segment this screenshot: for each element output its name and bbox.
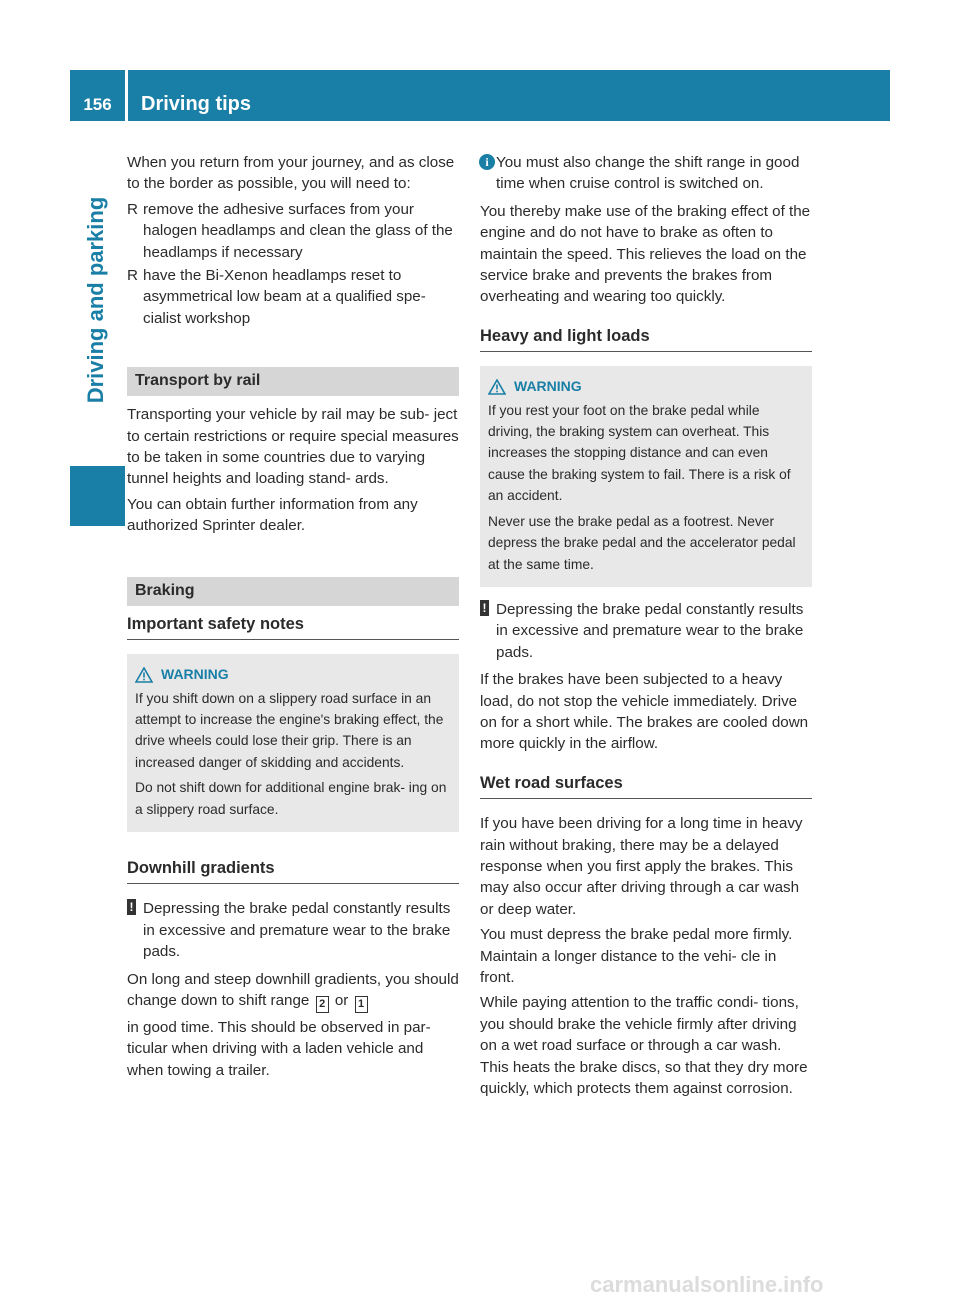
- section-heading-braking: Braking: [127, 577, 459, 606]
- page-number: 156: [83, 95, 112, 114]
- paragraph: You thereby make use of the braking effect of the engine and do not have to brake as often to maintain the speed. This relieves the load on the service brake and prevents the brakes from overheating and wearing too quickly.: [480, 202, 811, 306]
- section-title: Driving tips: [141, 93, 252, 115]
- shift-range-key-2: 2: [316, 996, 329, 1013]
- warning-header: WARNING: [135, 664, 451, 685]
- warning-triangle-icon: [488, 379, 506, 395]
- subheading-loads: Heavy and light loads: [480, 326, 812, 352]
- paragraph: If the brakes have been subjected to a heavy load, do not stop the vehicle immediately. Drive on for a short while. The brakes are cooled down more quickly in the airflow.: [480, 671, 809, 753]
- info-icon: i: [479, 154, 495, 170]
- caution-note: ! Depressing the brake pedal constantly results in excessive and premature wear to the brake pads.: [127, 898, 459, 962]
- bullet-marker: R: [127, 267, 138, 285]
- exclamation-icon: !: [127, 899, 136, 915]
- warning-text: Do not shift down for additional engine brak- ing on a slippery road surface.: [135, 780, 447, 817]
- paragraph: You must depress the brake pedal more firmly. Maintain a longer distance to the vehi- cle in front.: [480, 926, 793, 986]
- paragraph: You can obtain further information from any authorized Sprinter dealer.: [127, 495, 418, 535]
- paragraph: If you have been driving for a long time in heavy rain without braking, there may be a delayed response when you first apply the brakes. This may also occur after driving through a car wash or deep water.: [480, 815, 803, 918]
- chapter-side-marker: [70, 466, 125, 526]
- paragraph: in good time. This should be observed in par- ticular when driving with a laden vehicle and when towing a trailer.: [127, 1018, 431, 1079]
- left-column: [127, 152, 459, 1085]
- watermark: carmanualsonline.info: [590, 1272, 824, 1297]
- right-column: [480, 152, 812, 1103]
- paragraph: While paying attention to the traffic condi- tions, you should brake the vehicle firmly after driving on a wet road surface or through a car wash. This heats the brake discs, so that they dry more quickly, which protects them against corrosion.: [480, 994, 808, 1098]
- warning-text: Never use the brake pedal as a footrest. Never depress the brake pedal and the accelerator pedal at the same time.: [488, 513, 796, 572]
- subheading-safety: Important safety notes: [127, 614, 459, 640]
- warning-text: If you rest your foot on the brake pedal while driving, the braking system can overheat. This increases the stopping distance and can even cause the braking system to fail. There is a risk of an accident.: [488, 402, 791, 504]
- paragraph: Transporting your vehicle by rail may be sub- ject to certain restrictions or require special measures to be taken in some countries due to varying tunnel heights and loading stand- ards.: [127, 406, 459, 488]
- caution-note: ! Depressing the brake pedal constantly results in excessive and premature wear to the brake pads.: [480, 599, 812, 663]
- bullet-marker: R: [127, 200, 138, 218]
- warning-box: [480, 366, 812, 587]
- warning-header: WARNING: [488, 376, 804, 397]
- paragraph: On long and steep downhill gradients, you should change down to shift range 2 or 1: [127, 969, 459, 1013]
- warning-box: [127, 654, 459, 832]
- info-note: i You must also change the shift range in good time when cruise control is switched on.: [480, 152, 812, 195]
- intro-paragraph: When you return from your journey, and as close to the border as possible, you will need to:: [127, 154, 455, 193]
- subheading-downhill: Downhill gradients: [127, 858, 459, 884]
- list-item: R have the Bi-Xenon headlamps reset to asymmetrical low beam at a qualified spe- cialist workshop: [127, 267, 426, 327]
- header-divider: [125, 70, 128, 121]
- exclamation-icon: !: [480, 600, 489, 616]
- warning-text: If you shift down on a slippery road surface in an attempt to increase the engine's braking effect, the drive wheels could lose their grip. There is an increased danger of skidding and accidents.: [135, 690, 444, 770]
- warning-triangle-icon: [135, 667, 153, 683]
- section-heading-transport: Transport by rail: [127, 367, 459, 396]
- shift-range-key-1: 1: [355, 996, 368, 1013]
- subheading-wet: Wet road surfaces: [480, 773, 812, 799]
- list-item: R remove the adhesive surfaces from your halogen headlamps and clean the glass of the headlamps if necessary: [127, 200, 453, 261]
- chapter-side-label: Driving and parking: [83, 196, 108, 404]
